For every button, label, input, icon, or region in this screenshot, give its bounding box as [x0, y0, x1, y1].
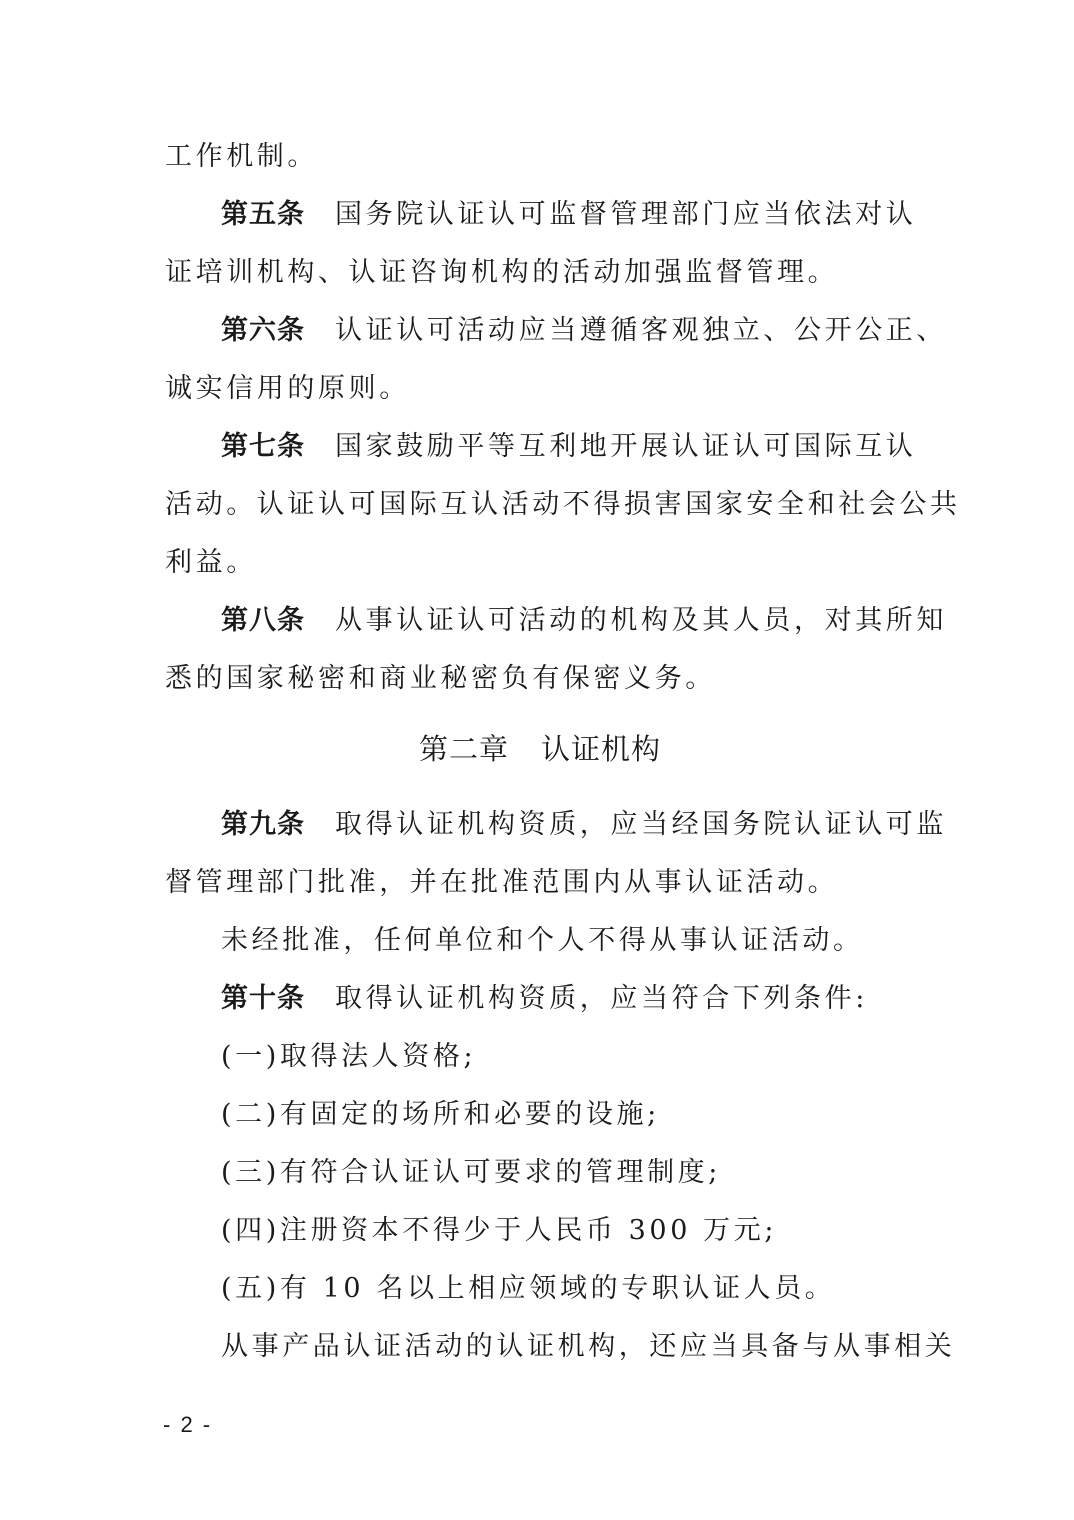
line-text: (二)有固定的场所和必要的设施; [221, 1099, 660, 1130]
paragraph-line [165, 360, 915, 418]
list-item [165, 1202, 915, 1260]
line-text: 利益。 [165, 547, 257, 578]
paragraph-line [165, 1318, 956, 1376]
line-text: 悉的国家秘密和商业秘密负有保密义务。 [165, 663, 716, 694]
chapter-heading [165, 720, 915, 778]
article-heading: 第十条 [221, 983, 305, 1014]
paragraph-line [165, 912, 915, 970]
chapter-number: 第二章 [418, 732, 509, 766]
line-text: 督管理部门批准，并在批准范围内从事认证活动。 [165, 867, 839, 898]
line-text: (四)注册资本不得少于人民币 300 万元; [221, 1215, 778, 1246]
article-7 [165, 418, 915, 476]
document-body [165, 128, 961, 1376]
paragraph-line [165, 650, 915, 708]
line-text: (一)取得法人资格; [221, 1041, 477, 1072]
paragraph-line [165, 244, 915, 302]
line-text: 活动。认证认可国际互认活动不得损害国家安全和社会公共 [165, 489, 961, 520]
line-text: 从事产品认证活动的认证机构，还应当具备与从事相关 [221, 1331, 956, 1362]
article-5 [165, 186, 915, 244]
article-9 [165, 796, 947, 854]
line-text: (三)有符合认证认可要求的管理制度; [221, 1157, 721, 1188]
line-text: 取得认证机构资质，应当符合下列条件: [335, 983, 868, 1014]
article-heading: 第九条 [221, 809, 305, 840]
list-item [165, 1144, 915, 1202]
paragraph-line [165, 534, 915, 592]
article-heading: 第七条 [221, 431, 305, 462]
line-text: 认证认可活动应当遵循客观独立、公开公正、 [335, 315, 947, 346]
list-item [165, 1086, 915, 1144]
chapter-title: 认证机构 [541, 732, 662, 766]
line-text: 证培训机构、认证咨询机构的活动加强监督管理。 [165, 257, 839, 288]
paragraph-line [165, 128, 915, 186]
article-10 [165, 970, 915, 1028]
line-text: 国家鼓励平等互利地开展认证认可国际互认 [335, 431, 917, 462]
line-text: 国务院认证认可监督管理部门应当依法对认 [335, 199, 917, 230]
line-text: (五)有 10 名以上相应领域的专职认证人员。 [221, 1273, 836, 1304]
list-item [165, 1260, 915, 1318]
article-heading: 第六条 [221, 315, 305, 346]
article-8 [165, 592, 947, 650]
article-heading: 第八条 [221, 605, 305, 636]
article-heading: 第五条 [221, 199, 305, 230]
list-item [165, 1028, 915, 1086]
line-text: 从事认证认可活动的机构及其人员，对其所知 [335, 605, 947, 636]
line-text: 诚实信用的原则。 [165, 373, 410, 404]
line-text: 取得认证机构资质，应当经国务院认证认可监 [335, 809, 947, 840]
line-text: 未经批准，任何单位和个人不得从事认证活动。 [221, 925, 864, 956]
paragraph-line [165, 476, 961, 534]
article-6 [165, 302, 947, 360]
page-number: - 2 - [163, 1412, 213, 1437]
line-text: 工作机制。 [165, 141, 318, 172]
paragraph-line [165, 854, 915, 912]
